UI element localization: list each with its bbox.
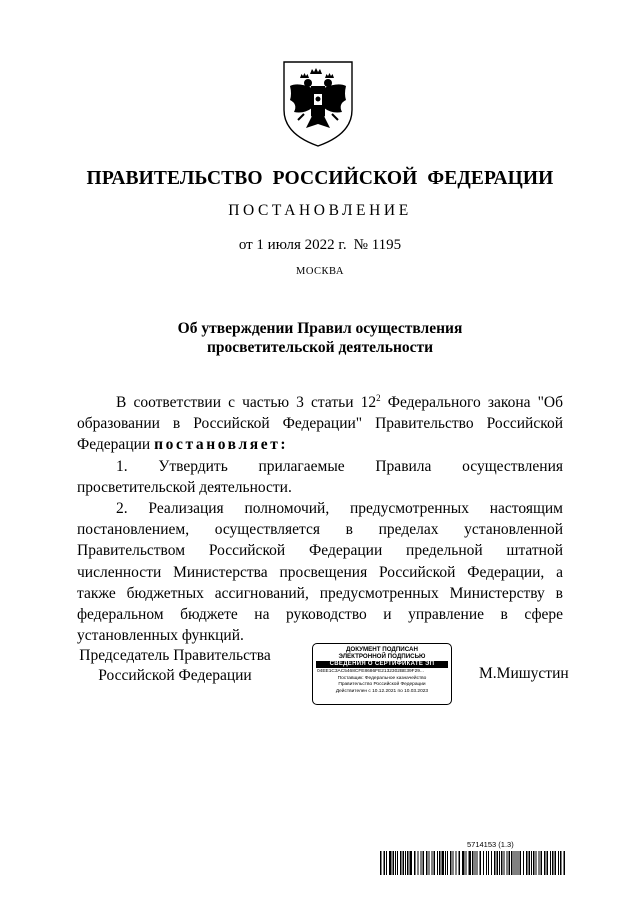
document-type: ПОСТАНОВЛЕНИЕ [228,202,412,219]
barcode-bar [442,851,445,875]
barcode-bar [514,851,515,875]
barcode-bar [456,851,457,875]
barcode-bar [504,851,505,875]
barcode-bar [437,851,438,875]
barcode-bar [459,851,461,875]
barcode-bar [432,851,433,875]
barcode-bar [475,851,476,875]
stamp-heading-1: ДОКУМЕНТ ПОДПИСАН [346,646,418,653]
barcode-bar [466,851,467,875]
stamp-certificate-bar: СВЕДЕНИЯ О СЕРТИФИКАТЕ ЭП [316,661,448,668]
decree-verb: постановляет: [154,436,289,454]
barcode-bar [453,851,454,875]
barcode-bar [558,851,559,875]
barcode-bar [405,851,406,875]
barcode-bar [533,851,535,875]
preamble-text-a: В соответствии с частью 3 статьи 12 [116,394,377,411]
document-body [77,392,563,646]
barcode-bar [414,851,416,875]
barcode-bar [499,851,500,875]
barcode-bar [529,851,531,875]
city: МОСКВА [296,266,344,277]
document-title [0,319,640,357]
barcode-bar [421,851,422,875]
document-title-line-1: Об утверждении Правил осуществления [177,320,463,337]
barcode-bar [477,851,478,875]
signer-position [70,646,280,685]
barcode-bar [539,851,540,875]
barcode-bar [523,851,524,875]
paragraph-2: 2. Реализация полномочий, предусмотренных настоящим постановлением, осуществляется в пределах установленной Правительством Российской Федерации предельной штатной численности Министерства просвещения Российской Федерации, а также бюджетных ассигнований, предусмотренных Министерству в федеральном бюджете на руководство и управление в сфере установленных функций. [77,500,563,645]
barcode-bar [564,851,566,875]
decree-date-number [0,237,640,254]
barcode-bar [384,851,386,875]
barcode-bar [447,851,448,875]
barcode-bar [418,851,419,875]
barcode-bar [410,851,413,875]
barcode-bar [397,851,398,875]
barcode-bar [511,851,513,875]
electronic-signature-stamp [312,643,452,705]
barcode-bar [462,851,465,875]
barcode-bar [552,851,554,875]
superscript: 2 [376,392,381,403]
barcode-bar [491,851,492,875]
barcode-bar [400,851,402,875]
barcode-bar [403,851,405,875]
barcode-bar [531,851,532,875]
barcode-bar [550,851,551,875]
barcode-bar [423,851,425,875]
barcode-bar [483,851,484,875]
barcode-bar [555,851,557,875]
stamp-heading-2: ЭЛЕКТРОННОЙ ПОДПИСЬЮ [338,653,426,661]
barcode-bar [560,851,562,875]
barcode-bar [393,851,395,875]
signer-position-line-1: Председатель Правительства [79,647,271,664]
barcode-bar [518,851,519,875]
barcode-bar [426,851,428,875]
stamp-supplier-1: Поставщик: Федеральное казначейство [337,675,427,681]
paragraph-1: 1. Утвердить прилагаемые Правила осуществления просветительской деятельности. [77,457,563,496]
government-name: ПРАВИТЕЛЬСТВО РОССИЙСКОЙ ФЕДЕРАЦИИ [86,168,554,189]
signer-name: М.Мишустин [479,665,569,682]
stamp-validity: Действителен с 10.12.2021 по 10.03.2023 [335,688,429,694]
barcode-bar [486,851,487,875]
barcode-bar [434,851,436,875]
barcode-bar [472,851,474,875]
barcode-bar [389,851,392,875]
barcode-bar [501,851,503,875]
paragraph-preamble [77,392,563,456]
barcode-bar [544,851,546,875]
signer-position-line-2: Российской Федерации [98,666,252,684]
barcode-bar [526,851,528,875]
preamble-text-b: Федерального закона "Об образовании в Российской Федерации" Правительство Российской Федерации [77,394,563,454]
barcode-bar [407,851,409,875]
barcode-bar [497,851,499,875]
barcode-bar [395,851,396,875]
stamp-supplier-2: Правительство Российской Федерации [338,682,426,688]
barcode-bar [445,851,446,875]
barcode-bar [507,851,508,875]
barcode-bar [429,851,430,875]
barcode-bar [541,851,543,875]
barcode-bar [469,851,472,875]
barcode-bar [488,851,489,875]
barcode-bar [536,851,537,875]
barcode-bar [450,851,452,875]
stamp-serial: 04EE1C3AC5468CFE8686FE2132302BE39F29... [317,669,424,675]
barcode [380,851,567,875]
barcode-bar [509,851,511,875]
barcode-number: 5714153 (1.3) [467,840,514,849]
document-title-line-2: просветительской деятельности [206,339,434,356]
decree-date: от 1 июля 2022 г. [238,237,347,253]
barcode-bar [439,851,441,875]
russian-coat-of-arms-icon [278,58,358,150]
barcode-bar [386,851,387,875]
decree-number: № 1195 [353,237,402,253]
barcode-bar [380,851,382,875]
barcode-bar [480,851,482,875]
barcode-bar [494,851,496,875]
barcode-bar [520,851,522,875]
barcode-bar [547,851,549,875]
barcode-bar [516,851,517,875]
